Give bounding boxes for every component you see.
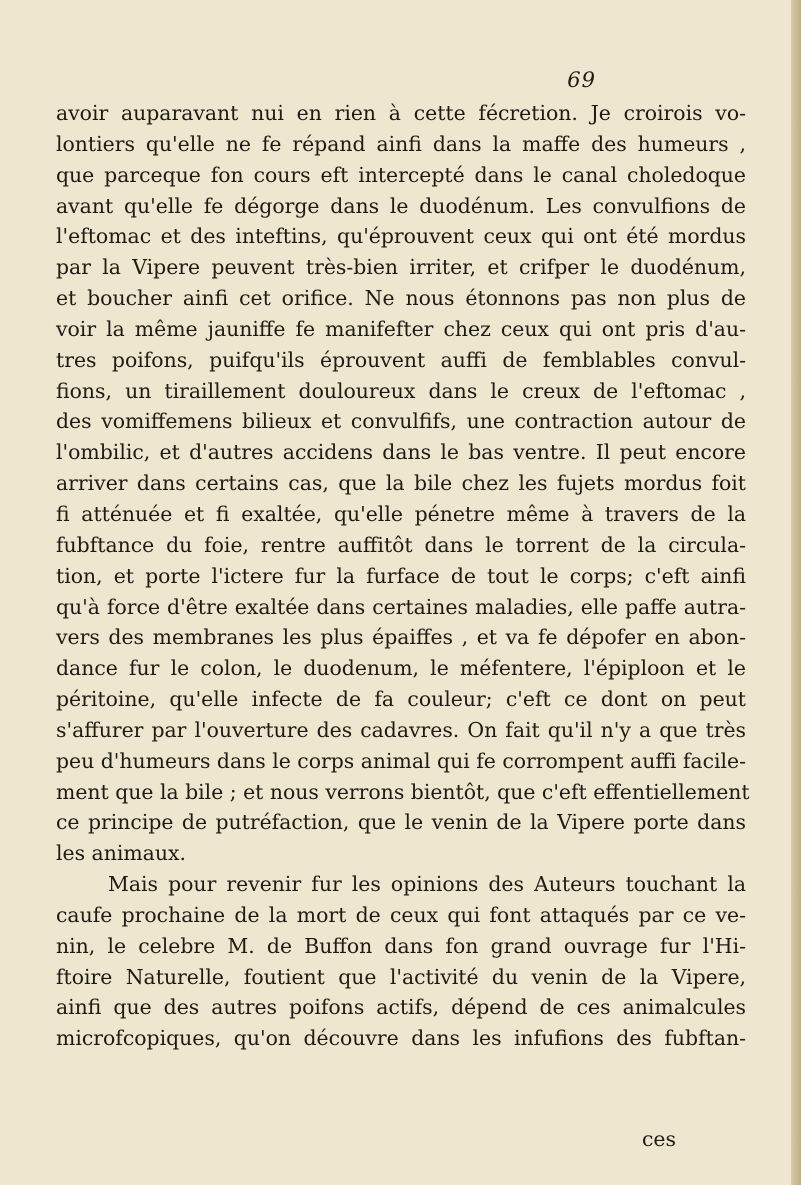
paragraph-1 — [56, 98, 750, 869]
text-line: par la Vipere peuvent très-bien irriter, et crifper le duodénum, — [56, 255, 746, 280]
text-line: microfcopiques, qu'on découvre dans les infufions des fubftan- — [56, 1026, 746, 1051]
text-line: et boucher ainfi cet orifice. Ne nous étonnons pas non plus de — [56, 286, 746, 311]
text-line: ce principe de putréfaction, que le venin de la Vipere porte dans — [56, 810, 746, 835]
body-text — [56, 98, 750, 1054]
text-line: l'ombilic, et d'autres accidens dans le bas ventre. Il peut encore — [56, 440, 746, 465]
text-line: s'affurer par l'ouverture des cadavres. On fait qu'il n'y a que très — [56, 717, 746, 742]
text-line: que parceque fon cours eft intercepté dans le canal choledoque — [56, 162, 746, 187]
text-line: qu'à force d'être exaltée dans certaines maladies, elle paffe autra- — [56, 594, 746, 619]
text-line: lontiers qu'elle ne fe répand ainfi dans la maffe des humeurs , — [56, 131, 746, 156]
text-line: nin, le celebre M. de Buffon dans fon grand ouvrage fur l'Hi- — [56, 933, 746, 958]
text-line: ment que la bile ; et nous verrons bientôt, que c'eft effentiellement — [56, 779, 750, 804]
paragraph-2 — [56, 869, 746, 1054]
text-line: des vomiffemens bilieux et convulfifs, une contraction autour de — [56, 409, 746, 434]
text-line: tres poifons, puifqu'ils éprouvent auffi de femblables convul- — [56, 347, 746, 372]
text-line: vers des membranes les plus épaiffes , et va fe dépofer en abon- — [56, 625, 746, 650]
text-line: fi atténuée et fi exaltée, qu'elle pénetre même à travers de la — [56, 501, 746, 526]
text-line: arriver dans certains cas, que la bile chez les fujets mordus foit — [56, 471, 746, 496]
text-line: péritoine, qu'elle infecte de fa couleur; c'eft ce dont on peut — [56, 687, 746, 712]
text-line: voir la même jauniffe fe manifefter chez ceux qui ont pris d'au- — [56, 316, 746, 341]
text-line: les animaux. — [56, 841, 186, 866]
text-line: dance fur le colon, le duodenum, le méfentere, l'épiploon et le — [56, 656, 746, 681]
text-line: Mais pour revenir fur les opinions des Auteurs touchant la — [108, 872, 746, 897]
text-line: avoir auparavant nui en rien à cette fécretion. Je croirois vo- — [56, 101, 746, 125]
page-number: 69 — [567, 68, 596, 92]
text-line: ftoire Naturelle, foutient que l'activité du venin de la Vipere, — [56, 964, 746, 989]
text-line: fions, un tiraillement douloureux dans le creux de l'eftomac , — [56, 378, 746, 403]
text-line: caufe prochaine de la mort de ceux qui font attaqués par ce ve- — [56, 902, 746, 927]
text-line: fubftance du foie, rentre auffitôt dans le torrent de la circula- — [56, 532, 746, 557]
text-line: ainfi que des autres poifons actifs, dépend de ces animalcules — [56, 995, 746, 1020]
page-edge — [791, 0, 801, 1185]
text-line: tion, et porte l'ictere fur la furface de tout le corps; c'eft ainfi — [56, 563, 746, 588]
text-line: avant qu'elle fe dégorge dans le duodénum. Les convulfions de — [56, 193, 746, 218]
text-line: l'eftomac et des inteftins, qu'éprouvent ceux qui ont été mordus — [56, 224, 746, 249]
text-line: peu d'humeurs dans le corps animal qui fe corrompent auffi facile- — [56, 748, 746, 773]
catchword: ces — [642, 1127, 676, 1151]
